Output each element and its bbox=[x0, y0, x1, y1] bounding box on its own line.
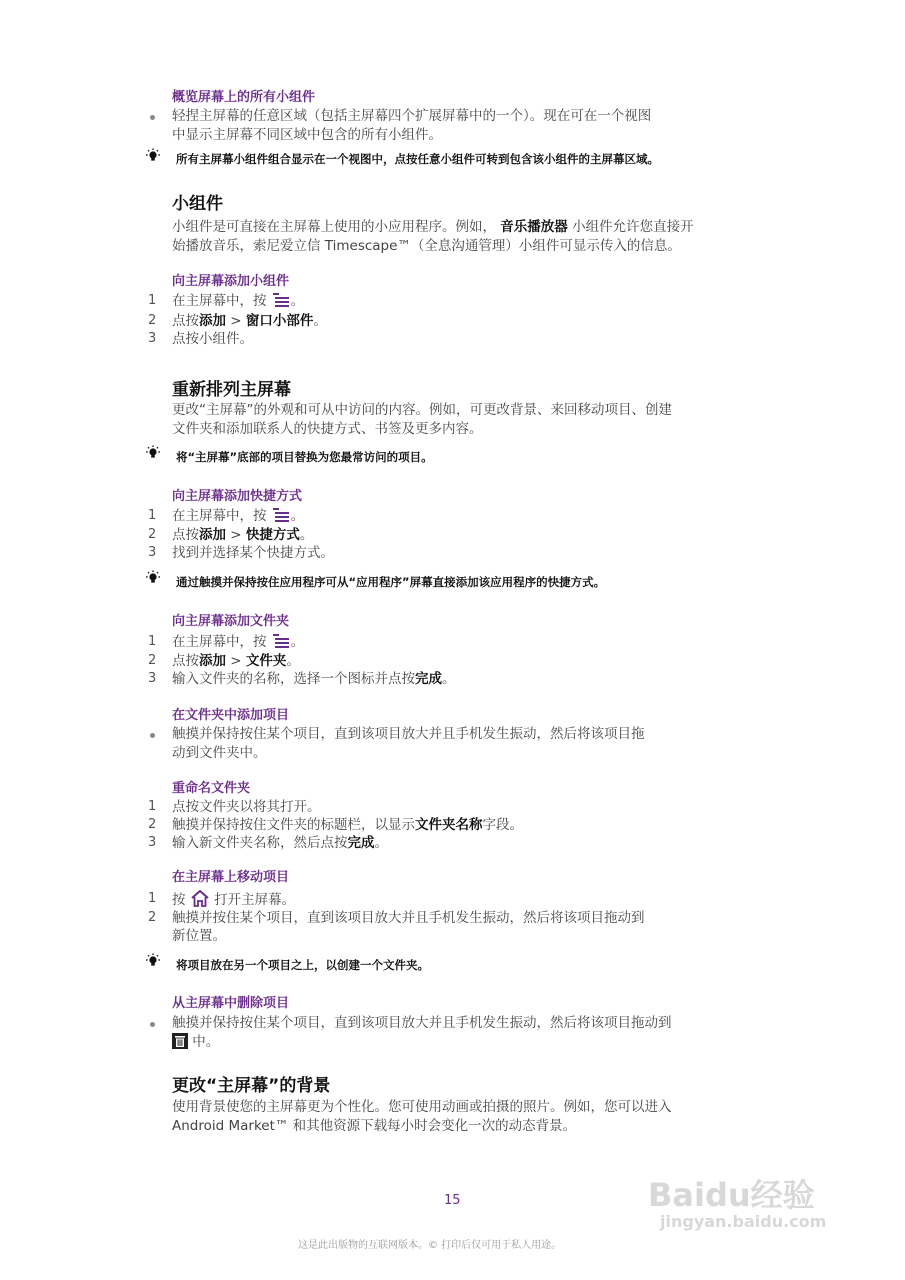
rearrange-para-line2: 文件夹和添加联系人的快捷方式、书签及更多内容。 bbox=[172, 421, 483, 437]
move-items-step1: 按 打开主屏幕。 bbox=[172, 892, 296, 908]
add-shortcut-step3: 找到并选择某个快捷方式。 bbox=[172, 545, 334, 561]
step-number: 1 bbox=[148, 293, 157, 308]
step-number: 3 bbox=[148, 545, 157, 560]
rename-folder-step1: 点按文件夹以将其打开。 bbox=[172, 799, 321, 815]
add-shortcut-step1: 在主屏幕中，按 。 bbox=[172, 508, 305, 524]
watermark-logo: Baidu经验 bbox=[648, 1176, 815, 1214]
section-title-add-widget: 向主屏幕添加小组件 bbox=[172, 274, 290, 289]
step-number: 2 bbox=[148, 527, 157, 542]
widgets-para-line1: 小组件是可直接在主屏幕上使用的小应用程序。例如， 音乐播放器 小组件允许您直接开 bbox=[172, 219, 694, 235]
section-title-overview-widgets: 概览屏幕上的所有小组件 bbox=[172, 90, 316, 105]
add-to-folder-line2: 动到文件夹中。 bbox=[172, 745, 267, 761]
section-title-add-to-folder: 在文件夹中添加项目 bbox=[172, 708, 290, 723]
menu-icon bbox=[271, 634, 291, 649]
section-title-rename-folder: 重命名文件夹 bbox=[172, 781, 251, 796]
tip-text: 所有主屏幕小组件组合显示在一个视图中，点按任意小组件可转到包含该小组件的主屏幕区域。 bbox=[176, 152, 659, 166]
background-para-line2: Android Market™ 和其他资源下载每小时会变化一次的动态背景。 bbox=[172, 1118, 577, 1134]
add-widget-step2: 点按添加 > 窗口小部件。 bbox=[172, 313, 327, 329]
add-widget-step1: 在主屏幕中，按 。 bbox=[172, 293, 305, 309]
rearrange-para-line1: 更改“主屏幕”的外观和可从中访问的内容。例如，可更改背景、来回移动项目、创建 bbox=[172, 402, 672, 418]
add-shortcut-step2: 点按添加 > 快捷方式。 bbox=[172, 527, 314, 543]
overview-bullet-line2: 中显示主屏幕不同区域中包含的所有小组件。 bbox=[172, 127, 442, 143]
add-to-folder-line1: 触摸并保持按住某个项目，直到该项目放大并且手机发生振动，然后将该项目拖 bbox=[172, 726, 645, 742]
page-number: 15 bbox=[444, 1193, 461, 1208]
step-number: 1 bbox=[148, 799, 157, 814]
tip-text: 将“主屏幕”底部的项目替换为您最常访问的项目。 bbox=[176, 450, 433, 464]
bullet bbox=[150, 115, 155, 120]
heading-widgets: 小组件 bbox=[172, 194, 223, 214]
add-folder-step3: 输入文件夹的名称，选择一个图标并点按完成。 bbox=[172, 671, 456, 687]
step-number: 2 bbox=[148, 653, 157, 668]
add-folder-step2: 点按添加 > 文件夹。 bbox=[172, 653, 300, 669]
step-number: 3 bbox=[148, 331, 157, 346]
bullet bbox=[150, 1022, 155, 1027]
add-widget-step3: 点按小组件。 bbox=[172, 331, 253, 347]
step-number: 1 bbox=[148, 508, 157, 523]
step-number: 1 bbox=[148, 634, 157, 649]
step-number: 3 bbox=[148, 835, 157, 850]
heading-change-background: 更改“主屏幕”的背景 bbox=[172, 1076, 331, 1096]
background-para-line1: 使用背景使您的主屏幕更为个性化。您可使用动画或拍摄的照片。例如，您可以进入 bbox=[172, 1099, 672, 1115]
lightbulb-icon bbox=[145, 445, 161, 461]
footer-note: 这是此出版物的互联网版本。© 打印后仅可用于私人用途。 bbox=[298, 1240, 562, 1251]
tip-text: 将项目放在另一个项目之上，以创建一个文件夹。 bbox=[176, 958, 429, 972]
lightbulb-icon bbox=[145, 570, 161, 586]
overview-bullet-line1: 轻捏主屏幕的任意区域（包括主屏幕四个扩展屏幕中的一个）。现在可在一个视图 bbox=[172, 108, 652, 124]
delete-items-line2: 中。 bbox=[172, 1033, 219, 1052]
heading-rearrange-home: 重新排列主屏幕 bbox=[172, 380, 291, 400]
bullet bbox=[150, 733, 155, 738]
section-title-add-folder: 向主屏幕添加文件夹 bbox=[172, 614, 290, 629]
step-number: 3 bbox=[148, 671, 157, 686]
move-items-step2-line2: 新位置。 bbox=[172, 928, 226, 944]
watermark-url: jingyan.baidu.com bbox=[660, 1212, 827, 1231]
add-folder-step1: 在主屏幕中，按 。 bbox=[172, 634, 305, 650]
section-title-add-shortcut: 向主屏幕添加快捷方式 bbox=[172, 489, 303, 504]
section-title-delete-items: 从主屏幕中删除项目 bbox=[172, 996, 290, 1011]
step-number: 1 bbox=[148, 891, 157, 906]
rename-folder-step3: 输入新文件夹名称，然后点按完成。 bbox=[172, 835, 388, 851]
lightbulb-icon bbox=[145, 953, 161, 969]
move-items-step2-line1: 触摸并按住某个项目，直到该项目放大并且手机发生振动，然后将该项目拖动到 bbox=[172, 910, 645, 926]
home-icon bbox=[190, 890, 210, 907]
widgets-para-line2: 始播放音乐，索尼爱立信 Timescape™（全息沟通管理）小组件可显示传入的信息。 bbox=[172, 238, 681, 254]
rename-folder-step2: 触摸并保持按住文件夹的标题栏，以显示文件夹名称字段。 bbox=[172, 817, 523, 833]
step-number: 2 bbox=[148, 817, 157, 832]
step-number: 2 bbox=[148, 910, 157, 925]
tip-text: 通过触摸并保持按住应用程序可从“应用程序”屏幕直接添加该应用程序的快捷方式。 bbox=[176, 575, 606, 589]
trash-icon bbox=[172, 1033, 188, 1049]
menu-icon bbox=[271, 508, 291, 523]
section-title-move-items: 在主屏幕上移动项目 bbox=[172, 870, 290, 885]
lightbulb-icon bbox=[145, 148, 161, 164]
step-number: 2 bbox=[148, 313, 157, 328]
menu-icon bbox=[271, 293, 291, 308]
delete-items-line1: 触摸并保持按住某个项目，直到该项目放大并且手机发生振动，然后将该项目拖动到 bbox=[172, 1015, 672, 1031]
